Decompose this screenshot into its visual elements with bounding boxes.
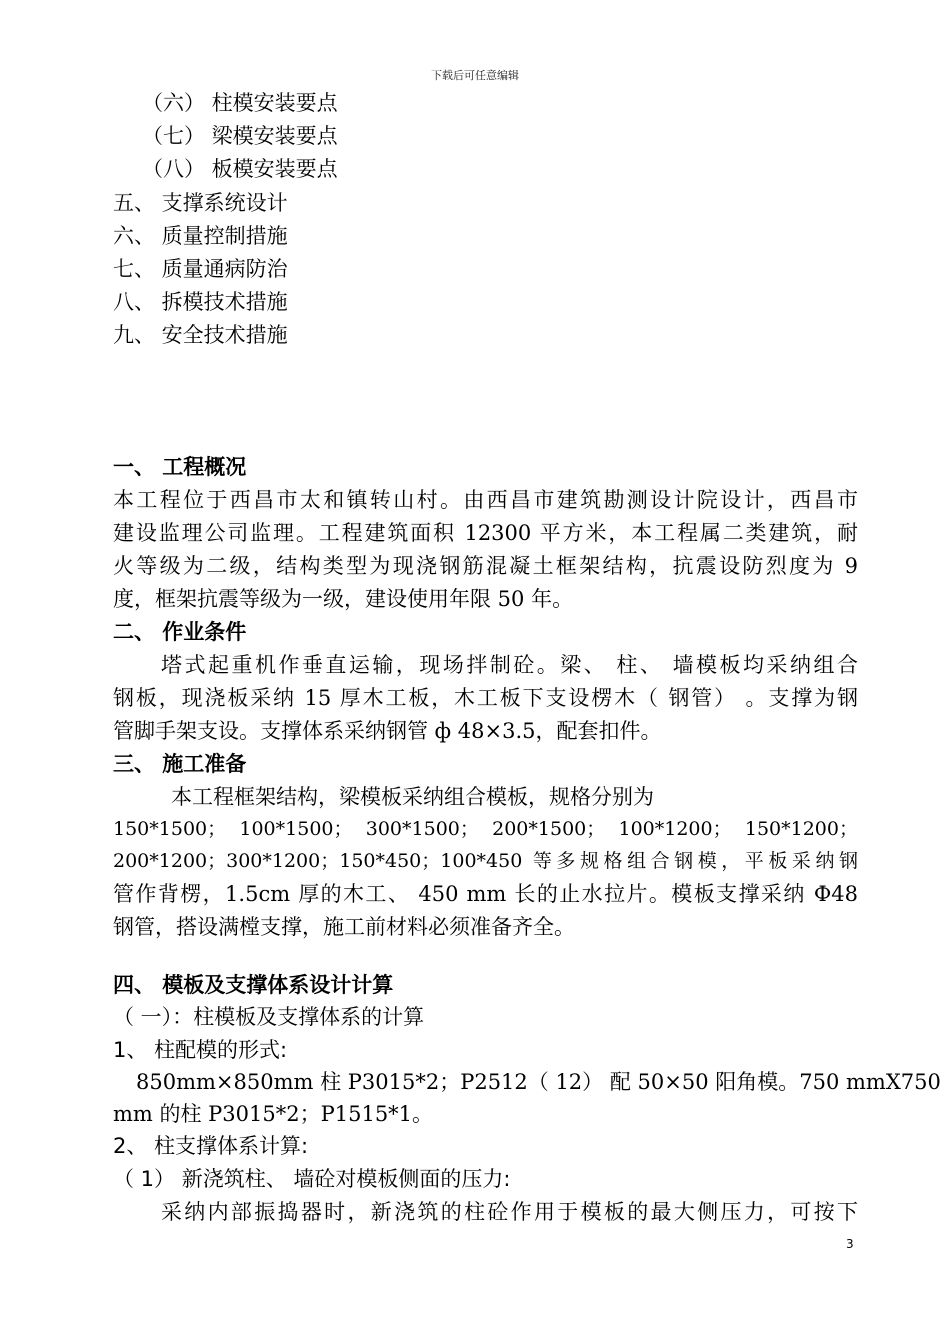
section-4-line: （ 1） 新浇筑柱、 墙砼对模板侧面的压力: xyxy=(113,1167,511,1191)
section-4-line: 850mm×850mm 柱 P3015*2；P2512（ 12） 配 50×50 阳角模。750 mmX750 xyxy=(136,1070,941,1094)
section-3-line: 管作背楞，1.5cm 厚的木工、 450 mm 长的止水拉片。模板支撑采纳 Ф48 xyxy=(113,882,858,906)
section-4-line: 2、 柱支撑体系计算: xyxy=(113,1134,309,1158)
section-4-line: 采纳内部振捣器时，新浇筑的柱砼作用于模板的最大侧压力，可按下 xyxy=(161,1200,858,1224)
toc-item-8: （八） 板模安装要点 xyxy=(142,157,338,181)
section-4-line: （ 一）：柱模板及支撑体系的计算 xyxy=(113,1005,425,1029)
page-header: 下载后可任意编辑 xyxy=(431,69,519,82)
section-3-line: 本工程框架结构，梁模板采纳组合模板，规格分别为 xyxy=(171,785,654,809)
toc-section-7: 七、 质量通病防治 xyxy=(113,257,288,281)
section-4-line: 1、 柱配模的形式: xyxy=(113,1038,288,1062)
section-2-line: 管脚手架支设。支撑体系采纳钢管 ф 48×3.5，配套扣件。 xyxy=(113,719,662,743)
section-1-line: 本工程位于西昌市太和镇转山村。由西昌市建筑勘测设计院设计，西昌市 xyxy=(113,488,858,512)
section-3-line: 150*1500； 100*1500； 300*1500； 200*1500； 100*1200； 150*1200； xyxy=(113,818,858,840)
section-2-line: 钢板，现浇板采纳 15 厚木工板，木工板下支设楞木（ 钢管） 。支撑为钢 xyxy=(113,686,858,710)
toc-section-8: 八、 拆模技术措施 xyxy=(113,290,288,314)
toc-section-9: 九、 安全技术措施 xyxy=(113,323,288,347)
toc-section-5: 五、 支撑系统设计 xyxy=(113,191,288,215)
toc-item-7: （七） 梁模安装要点 xyxy=(142,124,338,148)
page-number: 3 xyxy=(846,1237,854,1251)
section-3-line: 200*1200；300*1200；150*450；100*450 等多规格组合钢模，平板采纳钢 xyxy=(113,850,858,872)
toc-item-6: （六） 柱模安装要点 xyxy=(142,91,338,115)
section-1-line: 度，框架抗震等级为一级，建设使用年限 50 年。 xyxy=(113,587,574,611)
section-2-title: 二、 作业条件 xyxy=(113,620,247,644)
section-3-line: 钢管，搭设满樘支撑，施工前材料必须准备齐全。 xyxy=(113,915,575,939)
section-1-title: 一、 工程概况 xyxy=(113,455,247,479)
section-4-title: 四、 模板及支撑体系设计计算 xyxy=(113,973,394,997)
section-2-line: 塔式起重机作垂直运输，现场拌制砼。梁、 柱、 墙模板均采纳组合 xyxy=(161,653,858,677)
section-1-line: 建设监理公司监理。工程建筑面积 12300 平方米，本工程属二类建筑，耐 xyxy=(113,521,858,545)
section-4-line: mm 的柱 P3015*2；P1515*1。 xyxy=(113,1102,434,1126)
toc-section-6: 六、 质量控制措施 xyxy=(113,224,288,248)
section-3-title: 三、 施工准备 xyxy=(113,752,247,776)
section-1-line: 火等级为二级，结构类型为现浇钢筋混凝土框架结构，抗震设防烈度为 9 xyxy=(113,554,858,578)
